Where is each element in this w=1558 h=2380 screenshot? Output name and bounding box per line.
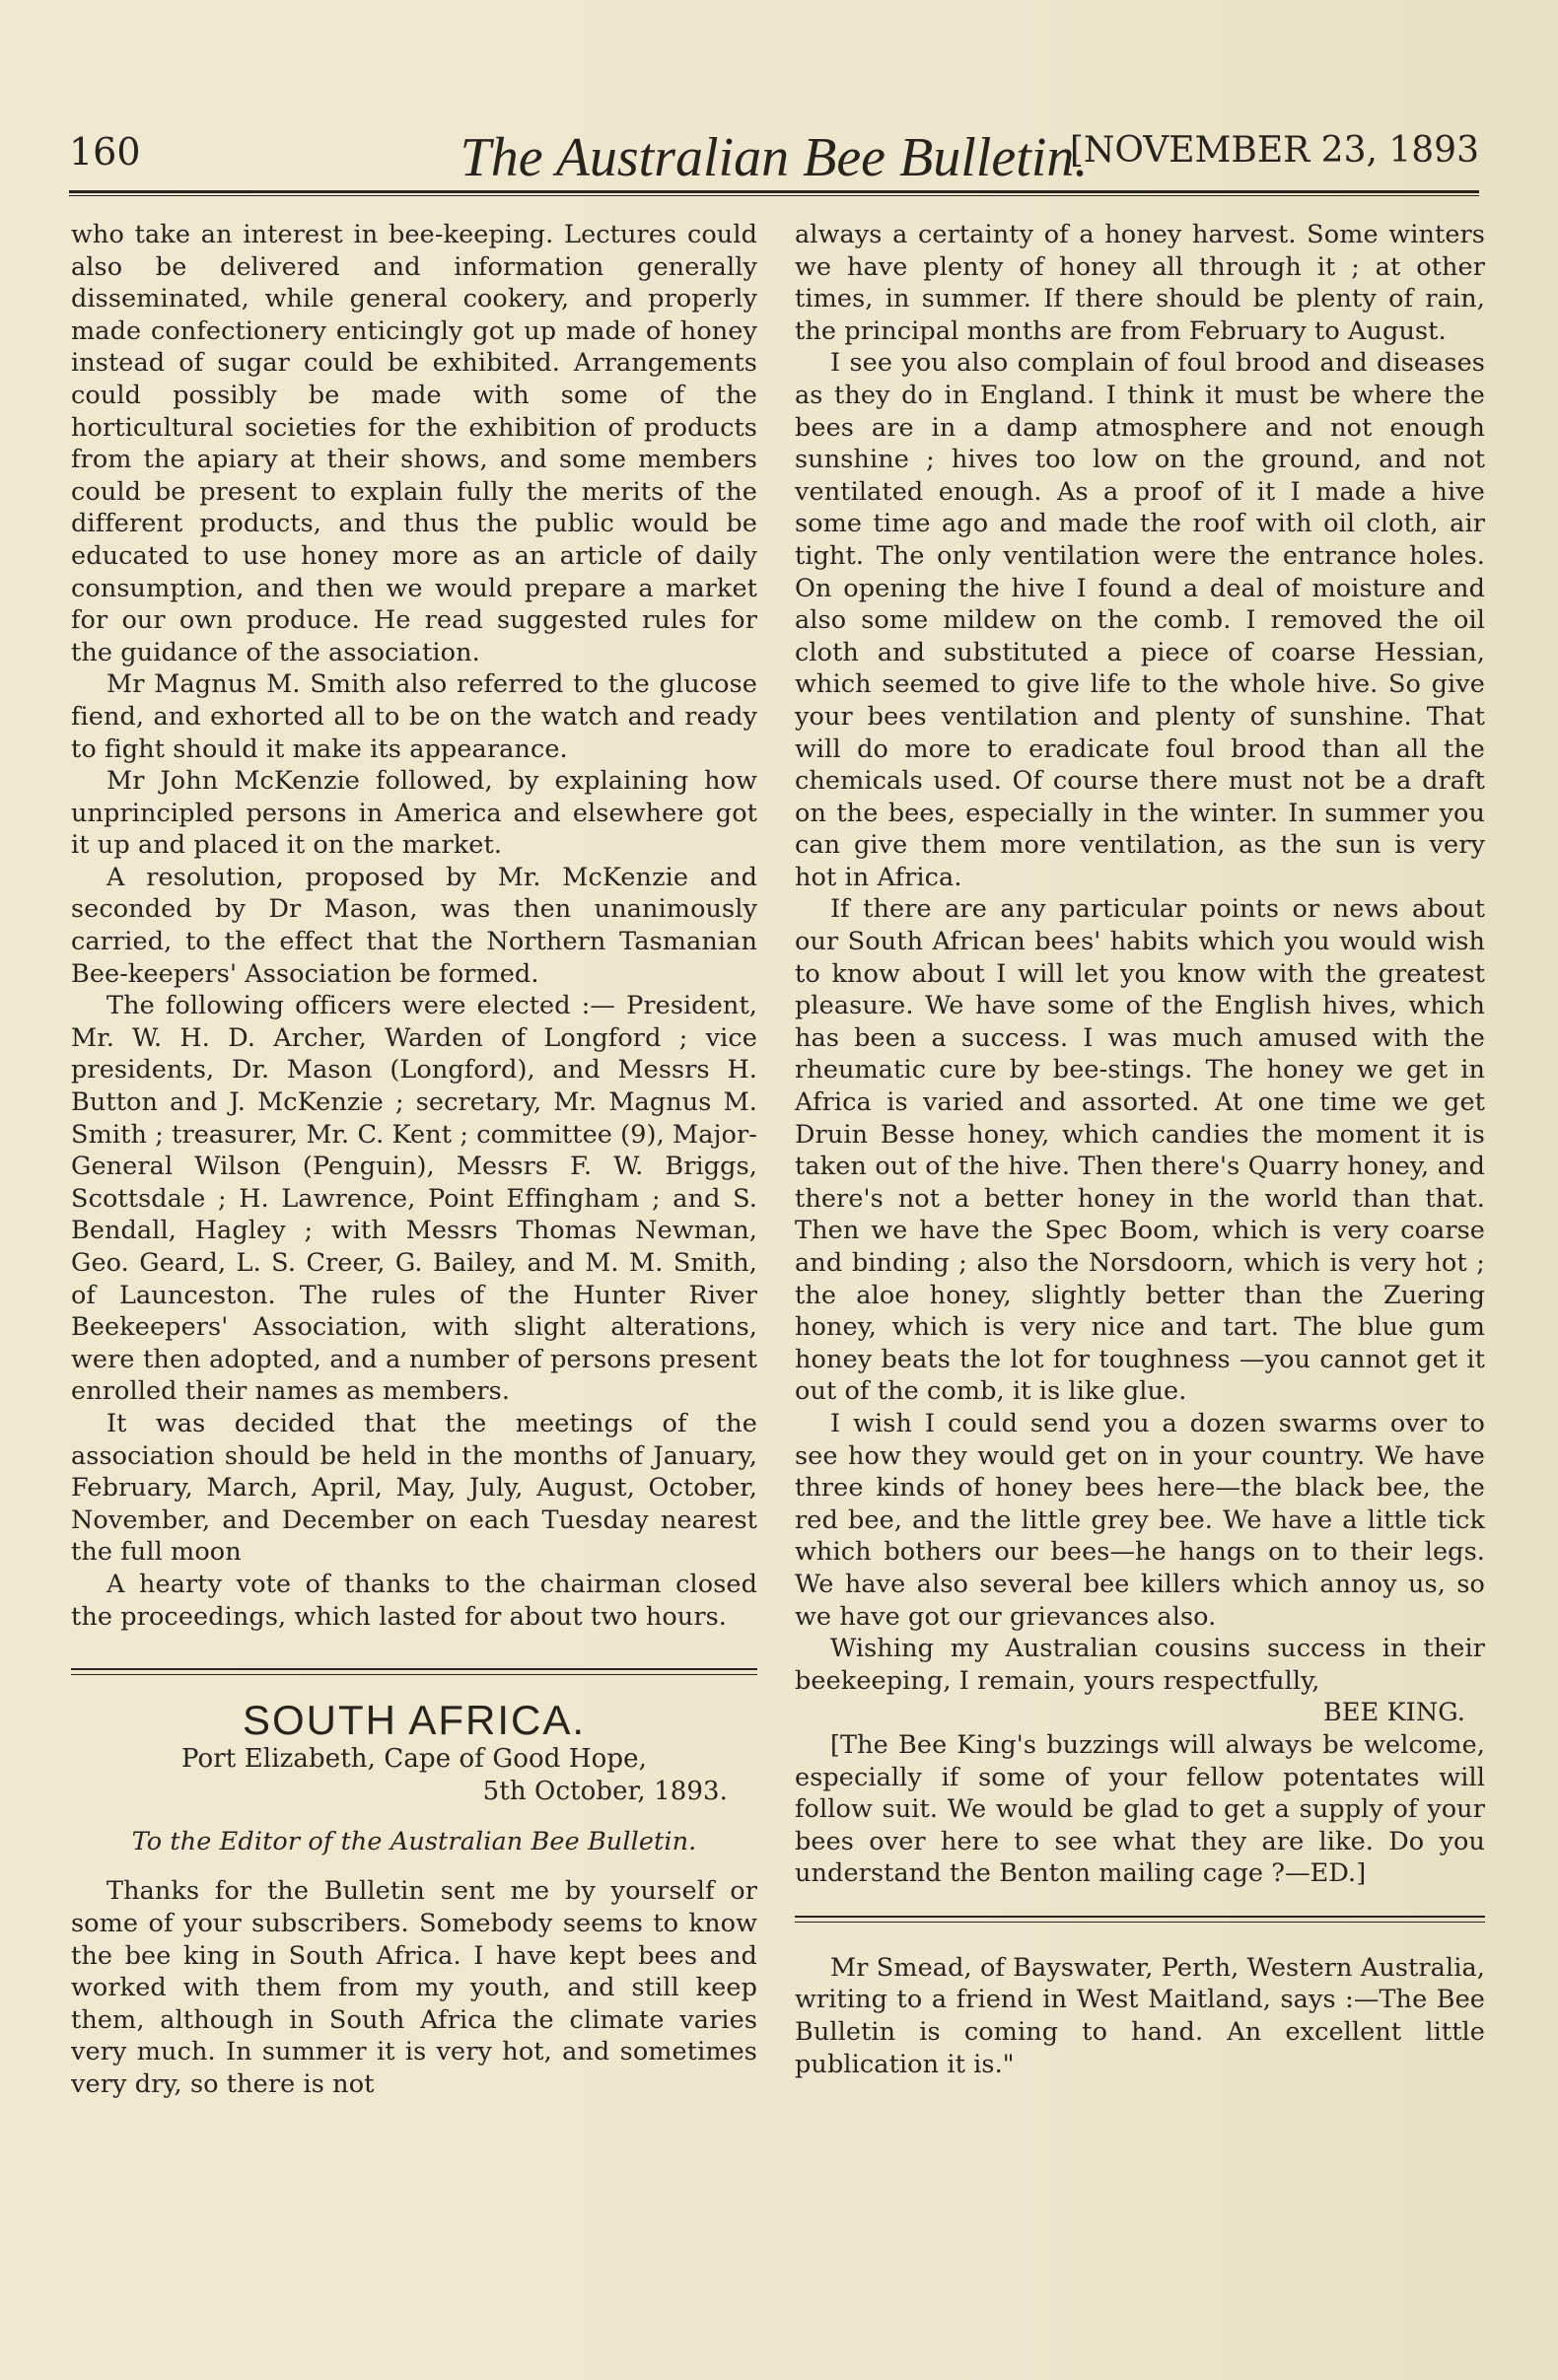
page-header: [69, 118, 1479, 197]
section-divider-thin: [71, 1674, 757, 1675]
paragraph: It was decided that the meetings of the association should be held in the months of January, February, March, April, May, July, August, October, November, and December on each Tuesday nearest the full moon: [71, 1408, 757, 1568]
paragraph: who take an interest in bee-keeping. Lectures could also be delivered and information generally disseminated, while general cookery, and properly made confectionery enticingly got up made of honey instead of sugar could be exhibited. Arrangements could possibly be made with some of the horticultural societies for the exhibition of products from the apiary at their shows, and some members could be present to explain fully the merits of the different products, and thus the public would be educated to use honey more as an article of daily consumption, and then we would prepare a market for our own produce. He read suggested rules for the guidance of the association.: [71, 220, 757, 667]
section-divider: [71, 1668, 757, 1670]
section-divider: [795, 1916, 1485, 1918]
right-column: [795, 219, 1485, 2080]
page-number: 160: [69, 130, 141, 174]
paragraph: A hearty vote of thanks to the chairman closed the proceedings, which lasted for about two hours.: [71, 1569, 757, 1632]
paragraph: Mr John McKenzie followed, by explaining how unprincipled persons in America and elsewhere got it up and placed it on the market.: [71, 766, 757, 861]
letter-dateline: [71, 1743, 757, 1808]
paragraph: The following officers were elected :— President, Mr. W. H. D. Archer, Warden of Longford ; vice presidents, Dr. Mason (Longford), and Messrs H. Button and J. McKenzie ; secretary, Mr. Magnus M. Smith ; treasurer, Mr. C. Kent ; committee (9), Major-General Wilson (Penguin), Messrs F. W. Briggs, Scottsdale ; H. Lawrence, Point Effingham ; and S. Bendall, Hagley ; with Messrs Thomas Newman, Geo. Geard, L. S. Creer, G. Bailey, and M. M. Smith, of Launceston. The rules of the Hunter River Beekeepers' Association, with slight alterations, were then adopted, and a number of persons present enrolled their names as members.: [71, 991, 757, 1407]
paragraph: Mr Magnus M. Smith also referred to the glucose fiend, and exhorted all to be on the watch and ready to fight should it make its appearance.: [71, 669, 757, 764]
paragraph: Thanks for the Bulletin sent me by yourself or some of your subscribers. Somebody seems to know the bee king in South Africa. I have kept bees and worked with them from my youth, and still keep them, although in South Africa the climate varies very much. In summer it is very hot, and sometimes very dry, so there is not: [71, 1876, 757, 2099]
left-column: [71, 219, 757, 2100]
paragraph: I see you also complain of foul brood and diseases as they do in England. I think it must be where the bees are in a damp atmosphere and not enough sunshine ; hives too low on the ground, and not ventilated enough. As a proof of it I made a hive some time ago and made the roof with oil cloth, air tight. The only ventilation were the entrance holes. On opening the hive I found a deal of moisture and also some mildew on the comb. I removed the oil cloth and substituted a piece of coarse Hessian, which seemed to give life to the whole hive. So give your bees ventilation and plenty of sunshine. That will do more to eradicate foul brood than all the chemicals used. Of course there must not be a draft on the bees, especially in the winter. In summer you can give them more ventilation, as the sun is very hot in Africa.: [795, 348, 1485, 892]
letter-signature: BEE KING.: [1323, 1698, 1465, 1728]
masthead-title: The Australian Bee Bulletin.: [460, 127, 1089, 188]
paragraph: Mr Smead, of Bayswater, Perth, Western Australia, writing to a friend in West Maitland, says :—The Bee Bulletin is coming to hand. An excellent little publication it is.": [795, 1952, 1485, 2079]
paragraph: Wishing my Australian cousins success in their beekeeping, I remain, yours respectfully,: [795, 1634, 1485, 1696]
paragraph: If there are any particular points or news about our South African bees' habits which you would wish to know about I will let you know with the greatest pleasure. We have some of the English hives, which has been a success. I was much amused with the rheumatic cure by bee-stings. The honey we get in Africa is varied and assorted. At one time we get Druin Besse honey, which candies the moment it is taken out of the hive. Then there's Quarry honey, and there's not a better honey in the world than that. Then we have the Spec Boom, which is very coarse and binding ; also the Norsdoorn, which is very hot ; the aloe honey, slightly better than the Zuering honey, which is very nice and tart. The blue gum honey beats the lot for toughness —you cannot get it out of the comb, it is like glue.: [795, 894, 1485, 1407]
issue-date: [NOVEMBER 23, 1893: [1069, 130, 1479, 171]
section-title: SOUTH AFRICA.: [242, 1697, 587, 1744]
letter-salutation: To the Editor of the Australian Bee Bulletin.: [131, 1826, 697, 1856]
header-rule: [69, 190, 1479, 193]
paragraph: always a certainty of a honey harvest. Some winters we have plenty of honey all through it ; at other times, in summer. If there should be plenty of rain, the principal months are from February to August.: [795, 220, 1485, 346]
paragraph: I wish I could send you a dozen swarms over to see how they would get on in your country. We have three kinds of honey bees here—the black bee, the red bee, and the little grey bee. We have a little tick which bothers our bees—he hangs on to their legs. We have also several bee killers which annoy us, so we have got our grievances also.: [795, 1408, 1485, 1632]
header-rule-thin: [69, 195, 1479, 196]
editor-note: [The Bee King's buzzings will always be welcome, especially if some of your fellow potentates will follow suit. We would be glad to get a supply of your bees over here to see what they are like. Do you understand the Benton mailing cage ?—ED.]: [795, 1729, 1485, 1889]
dateline-date: 5th October, 1893.: [482, 1776, 728, 1806]
dateline-place: Port Elizabeth, Cape of Good Hope,: [180, 1743, 648, 1774]
paragraph: A resolution, proposed by Mr. McKenzie and seconded by Dr Mason, was then unanimously carried, to the effect that the Northern Tasmanian Bee-keepers' Association be formed.: [71, 862, 757, 989]
section-divider-thin: [795, 1922, 1485, 1923]
